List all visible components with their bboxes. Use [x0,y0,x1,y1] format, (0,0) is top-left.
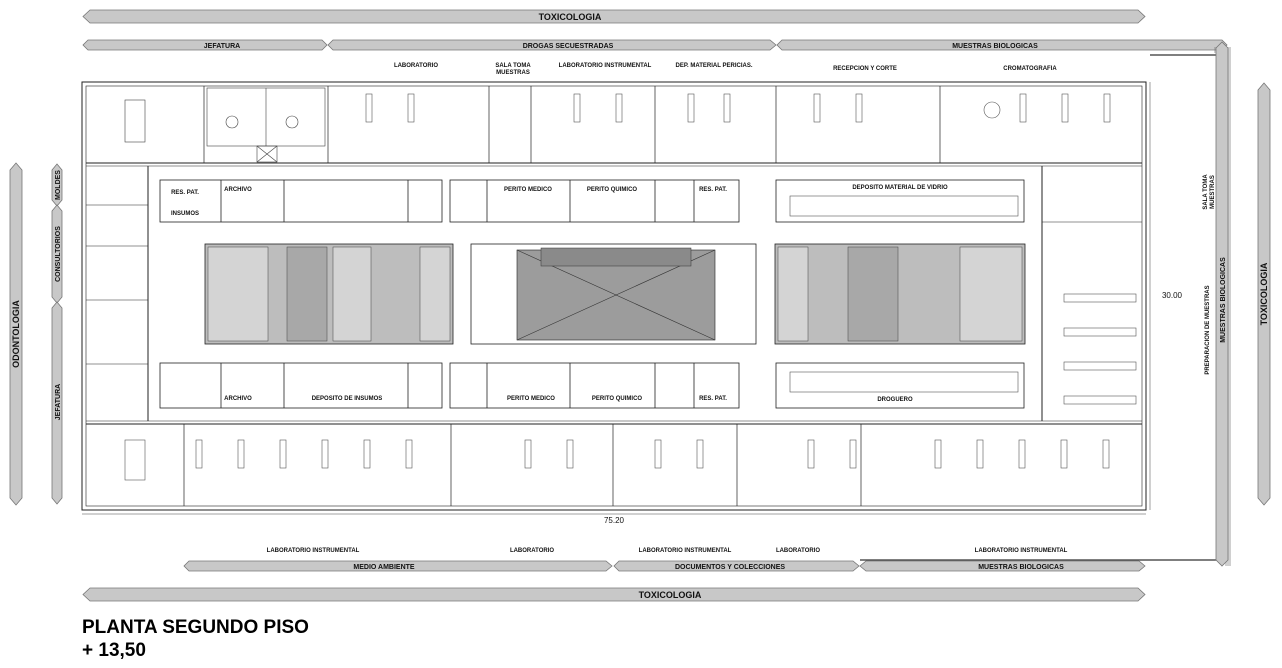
band-left-moldes-label: MOLDES [55,170,62,200]
label-lab-instrumental-b2: LABORATORIO INSTRUMENTAL [638,548,732,554]
band-left-consultorios-label: CONSULTORIOS [55,226,62,282]
band-left-odontologia-label: ODONTOLOGIA [11,300,21,368]
label-deposito-vidrio: DEPOSITO MATERIAL DE VIDRIO [852,185,948,191]
label-res-pat-1: RES. PAT. [171,190,199,196]
band-bottom-muestras-label: MUESTRAS BIOLOGICAS [978,564,1064,571]
plan-title: PLANTA SEGUNDO PISO [82,617,309,638]
label-preparacion: PREPARACION DE MUESTRAS [1205,285,1211,375]
label-lab-instrumental-top: LABORATORIO INSTRUMENTAL [558,63,652,69]
band-top-drogas-label: DROGAS SECUESTRADAS [522,43,614,50]
label-lab-instrumental-b1: LABORATORIO INSTRUMENTAL [266,548,360,554]
band-bottom-muestras [860,561,1145,571]
label-archivo-1: ARCHIVO [224,187,252,193]
label-perito-medico-2: PERITO MEDICO [507,396,555,402]
plan-title-block [82,616,309,662]
label-sala-toma-1: SALA TOMA [495,63,531,69]
band-bottom-toxicologia-label: TOXICOLOGIA [638,590,702,600]
label-perito-medico-1: PERITO MEDICO [504,187,552,193]
label-cromatografia: CROMATOGRAFIA [1003,66,1057,72]
label-perito-quimico-2: PERITO QUIMICO [591,396,643,402]
label-sala-toma-right-1: SALA TOMA [1203,174,1209,210]
label-lab-instrumental-b3: LABORATORIO INSTRUMENTAL [974,548,1068,554]
band-top-jefatura-label: JEFATURA [203,43,241,50]
label-dep-material: DEP. MATERIAL PERICIAS. [675,63,753,69]
band-left-odontologia [10,163,22,505]
label-droguero: DROGUERO [877,397,913,403]
band-bottom-medio [184,561,612,571]
atrium [471,244,756,344]
band-right-toxicologia [1258,83,1270,505]
band-top-drogas [328,40,776,50]
plan-level: + 13,50 [82,640,146,661]
label-archivo-2: ARCHIVO [224,396,252,402]
dimension-height-label: 30.00 [1161,291,1183,300]
label-sala-toma-right-2: MUESTRAS [1210,175,1216,209]
label-perito-quimico-1: PERITO QUIMICO [586,187,638,193]
core-right [775,244,1025,344]
label-laboratorio-b: LABORATORIO [509,548,555,554]
label-laboratorio-b2: LABORATORIO [775,548,821,554]
band-left-moldes [52,164,62,206]
band-bottom-medio-label: MEDIO AMBIENTE [353,564,415,571]
band-top-muestras [777,40,1227,50]
band-right-muestras-label: MUESTRAS BIOLOGICAS [1220,257,1227,343]
label-recepcion: RECEPCION Y CORTE [833,66,897,72]
band-bottom-documentos-label: DOCUMENTOS Y COLECCIONES [674,564,786,571]
label-res-pat-3: RES. PAT. [699,396,727,402]
band-top-jefatura [83,40,327,50]
label-res-pat-2: RES. PAT. [699,187,727,193]
band-left-jefatura [52,302,62,504]
jefatura-offices [125,88,325,162]
label-sala-toma-2: MUESTRAS [496,70,530,76]
band-top-toxicologia-label: TOXICOLOGIA [538,12,602,22]
band-left-jefatura-label: JEFATURA [55,383,62,421]
core-left [205,244,453,344]
band-top-muestras-label: MUESTRAS BIOLOGICAS [952,43,1038,50]
band-bottom-documentos [614,561,859,571]
band-top-toxicologia [83,10,1145,23]
band-bottom-toxicologia [83,588,1145,601]
band-right-muestras [1216,42,1228,566]
band-right-toxicologia-label: TOXICOLOGIA [1259,262,1269,326]
dimension-width-label: 75.20 [603,516,625,525]
dimension-width [82,514,1146,525]
dimension-height [1150,82,1183,510]
band-left-consultorios [52,205,62,303]
label-deposito-insumos: DEPOSITO DE INSUMOS [311,396,383,402]
label-insumos: INSUMOS [170,211,200,217]
label-laboratorio-top: LABORATORIO [393,63,439,69]
